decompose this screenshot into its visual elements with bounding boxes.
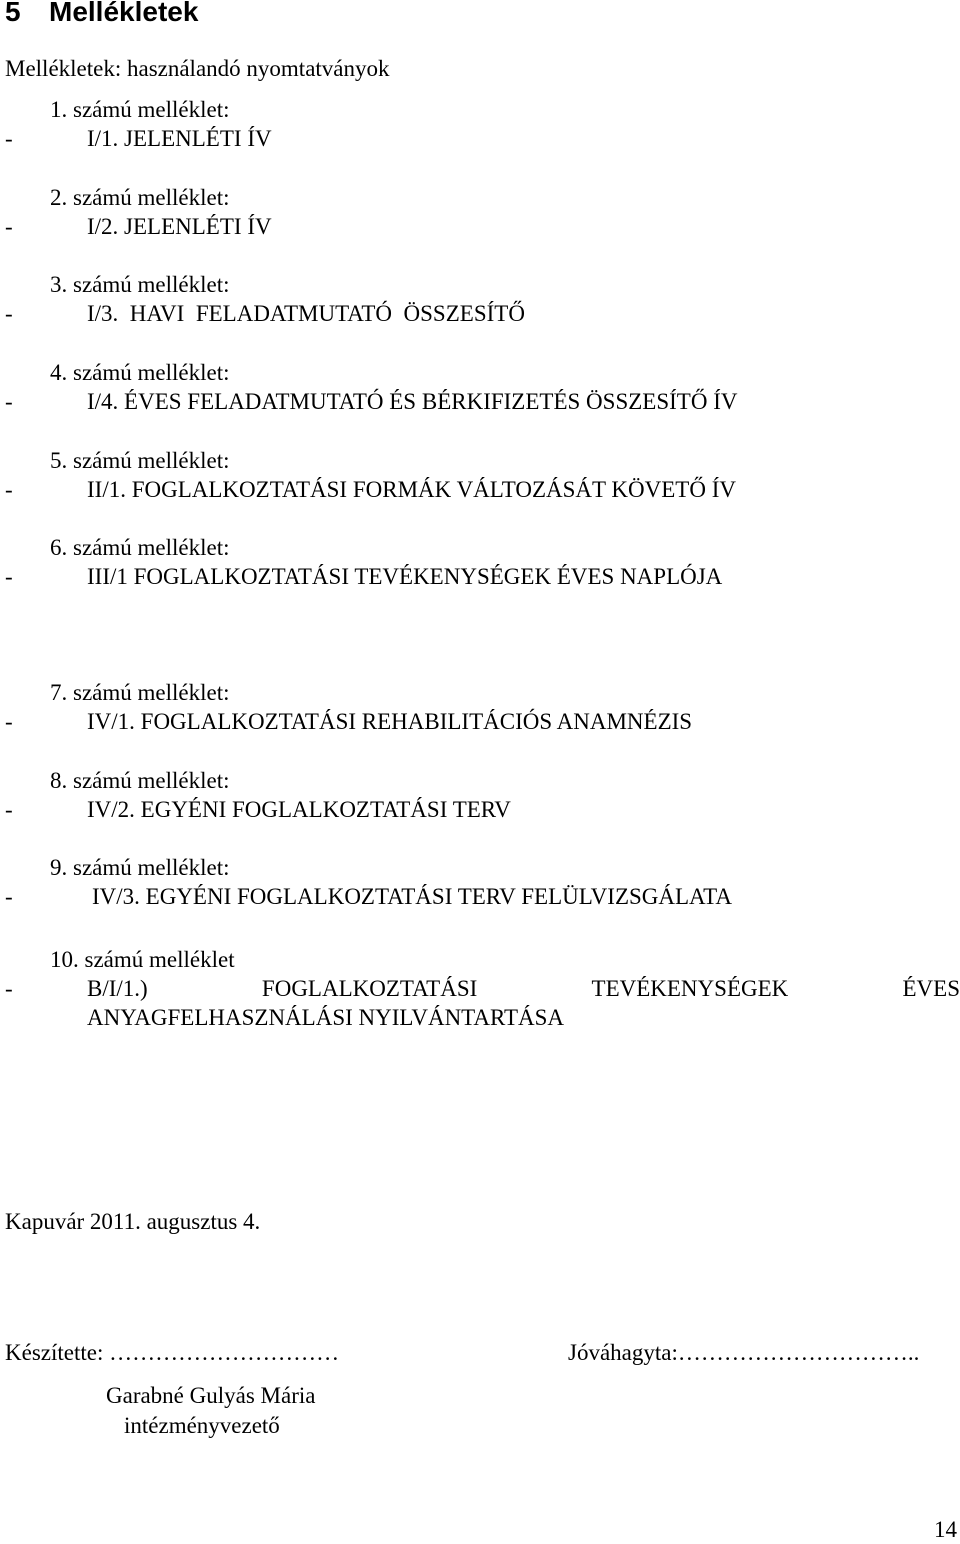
section-heading [5, 0, 198, 28]
prepared-by-label: Készítette: [5, 1340, 104, 1365]
signature-dots: ………………………….. [677, 1340, 920, 1365]
intro-text: Mellékletek: használandó nyomtatványok [5, 56, 390, 81]
annex-title: III/1 FOGLALKOZTATÁSI TEVÉKENYSÉGEK ÉVES NAPLÓJA [87, 564, 723, 589]
annex-label: 5. számú melléklet: [50, 448, 230, 473]
signer-position: intézményvezető [124, 1413, 280, 1438]
annex-title-line-1 [87, 975, 960, 1003]
annex-title: IV/2. EGYÉNI FOGLALKOZTATÁSI TERV [87, 797, 511, 822]
annex-title-word: B/I/1.) [87, 976, 148, 1001]
list-dash: - [5, 477, 13, 502]
annex-label: 9. számú melléklet: [50, 855, 230, 880]
annex-title: I/3. HAVI FELADATMUTATÓ ÖSSZESÍTŐ [87, 301, 525, 326]
prepared-by-line [5, 1339, 339, 1367]
annex-label: 10. számú melléklet [50, 947, 235, 972]
annex-label: 3. számú melléklet: [50, 272, 230, 297]
signer-name: Garabné Gulyás Mária [106, 1383, 316, 1408]
annex-label: 4. számú melléklet: [50, 360, 230, 385]
annex-label: 8. számú melléklet: [50, 768, 230, 793]
annex-label: 7. számú melléklet: [50, 680, 230, 705]
list-dash: - [5, 301, 13, 326]
list-dash: - [5, 564, 13, 589]
annex-title: I/2. JELENLÉTI ÍV [87, 214, 272, 239]
annex-item [0, 975, 960, 1003]
annex-title: I/1. JELENLÉTI ÍV [87, 126, 272, 151]
annex-title-line-2: ANYAGFELHASZNÁLÁSI NYILVÁNTARTÁSA [87, 1005, 565, 1030]
list-dash: - [5, 976, 13, 1001]
annex-title: IV/3. EGYÉNI FOGLALKOZTATÁSI TERV FELÜLVIZSGÁLATA [92, 884, 732, 909]
annex-title-word: TEVÉKENYSÉGEK [591, 976, 789, 1001]
section-number: 5 [5, 0, 21, 27]
list-dash: - [5, 709, 13, 734]
annex-label: 1. számú melléklet: [50, 97, 230, 122]
annex-label: 2. számú melléklet: [50, 185, 230, 210]
list-dash: - [5, 389, 13, 414]
place-date: Kapuvár 2011. augusztus 4. [5, 1209, 261, 1234]
page-number: 14 [934, 1517, 957, 1542]
list-dash: - [5, 126, 13, 151]
annex-title-word: ÉVES [902, 976, 960, 1001]
list-dash: - [5, 797, 13, 822]
annex-label: 6. számú melléklet: [50, 535, 230, 560]
annex-title: IV/1. FOGLALKOZTATÁSI REHABILITÁCIÓS ANAMNÉZIS [87, 709, 693, 734]
annex-title-word: FOGLALKOZTATÁSI [261, 976, 478, 1001]
annex-title: I/4. ÉVES FELADATMUTATÓ ÉS BÉRKIFIZETÉS ÖSSZESÍTŐ ÍV [87, 389, 738, 414]
annex-title: II/1. FOGLALKOZTATÁSI FORMÁK VÁLTOZÁSÁT KÖVETŐ ÍV [87, 477, 736, 502]
approved-by-line [568, 1339, 919, 1367]
list-dash: - [5, 884, 13, 909]
list-dash: - [5, 214, 13, 239]
signature-dots: ………………………… [109, 1340, 340, 1365]
section-title: Mellékletek [49, 0, 199, 27]
approved-by-label: Jóváhagyta: [568, 1340, 678, 1365]
